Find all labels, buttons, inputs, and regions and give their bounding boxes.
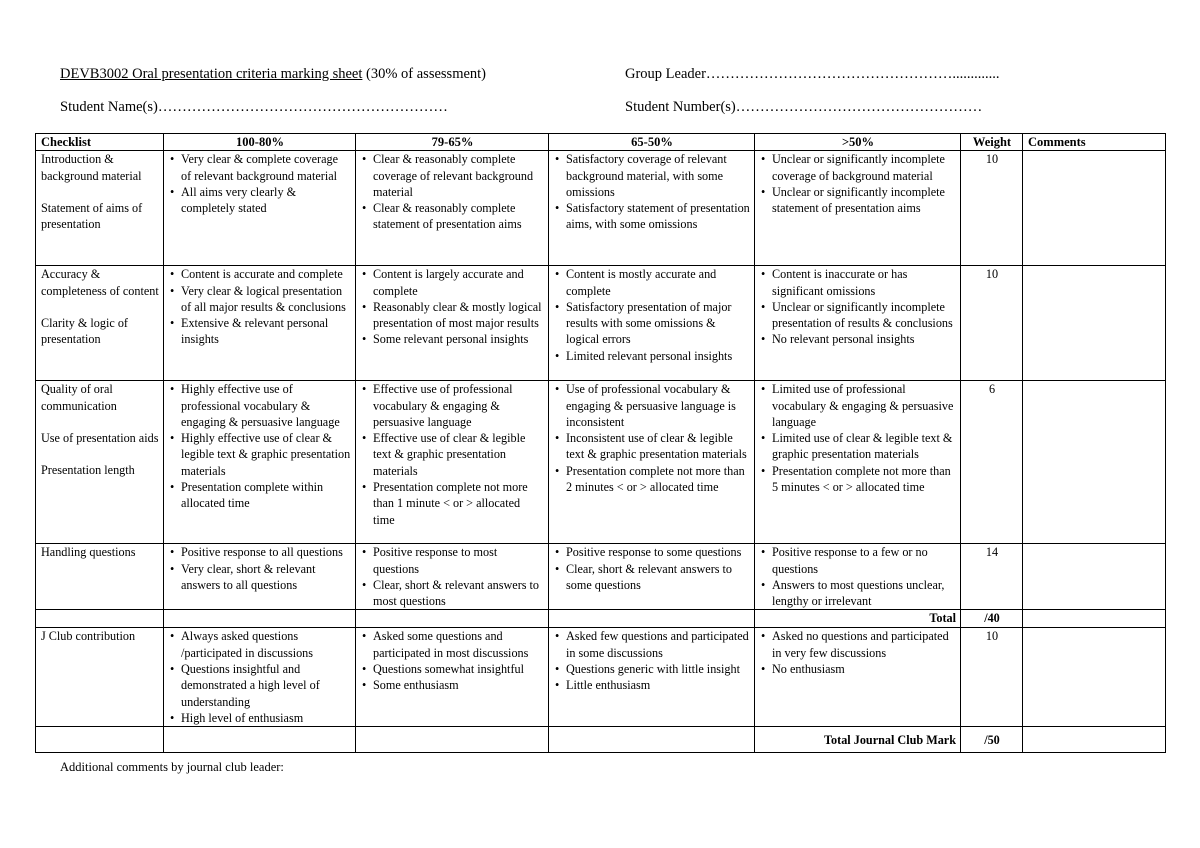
band-cell [356,151,549,266]
list-item: • Content is inaccurate or has significant omissions [760,266,956,299]
grand-total-value: /50 [961,727,1023,753]
band-cell [549,544,755,610]
criteria-label: Clarity & logic of presentation [41,315,128,347]
list-item: • Limited relevant personal insights [554,348,750,364]
criteria-label: Presentation length [41,463,135,478]
list-item: • Presentation complete within allocated time [169,479,351,512]
col-header-weight: Weight [961,134,1023,151]
weight-cell: 10 [961,151,1023,266]
comments-cell[interactable] [1023,381,1166,544]
band-cell [356,628,549,727]
criteria-label: Use of presentation aids [41,430,159,445]
criteria-cell [36,381,164,544]
total-label: Total [755,610,961,628]
list-item: • Answers to most questions unclear, lengthy or irrelevant [760,577,956,610]
criteria-label: Accuracy & completeness of content [41,267,159,298]
total-row [36,610,1166,628]
list-item: • Presentation complete not more than 1 minute < or > allocated time [361,479,544,528]
list-item: • Some relevant personal insights [361,331,544,347]
col-header-band-3: 65-50% [549,134,755,151]
band-cell [755,628,961,727]
header-row [36,134,1166,151]
weight-cell: 14 [961,544,1023,610]
criteria-label: Quality of oral communication [41,382,117,413]
group-leader-field: Group Leader……………………………………………............. [625,66,1000,82]
band-cell [164,628,356,727]
band-cell [356,544,549,610]
list-item: • Asked some questions and participated in most discussions [361,628,544,661]
sheet-title-underlined: DEVB3002 Oral presentation criteria marking sheet [60,66,363,82]
comments-cell[interactable] [1023,151,1166,266]
criteria-cell: J Club contribution [36,628,164,727]
criteria-cell [36,151,164,266]
list-item: • Clear, short & relevant answers to some questions [554,561,750,594]
list-item: • Highly effective use of professional vocabulary & engaging & persuasive language [169,381,351,430]
list-item: • Limited use of clear & legible text & graphic presentation materials [760,430,956,463]
band-cell [755,544,961,610]
list-item: • Unclear or significantly incomplete coverage of background material [760,151,956,184]
criteria-label: Statement of aims of presentation [41,200,143,232]
list-item: • No enthusiasm [760,661,956,677]
list-item: • Little enthusiasm [554,677,750,693]
list-item: • Highly effective use of clear & legible text & graphic presentation materials [169,430,351,479]
list-item: • Clear, short & relevant answers to most questions [361,577,544,610]
band-cell [755,381,961,544]
list-item: • Content is mostly accurate and complete [554,266,750,299]
list-item: • Satisfactory coverage of relevant background material, with some omissions [554,151,750,200]
grand-total-label: Total Journal Club Mark [755,727,961,753]
list-item: • Satisfactory presentation of major results with some omissions & logical errors [554,299,750,348]
band-cell [755,151,961,266]
list-item: • Unclear or significantly incomplete presentation of results & conclusions [760,299,956,332]
criteria-cell [36,266,164,381]
list-item: • Questions generic with little insight [554,661,750,677]
band-cell [164,151,356,266]
comments-cell[interactable] [1023,266,1166,381]
band-cell [549,151,755,266]
table-row [36,544,1166,610]
list-item: • Unclear or significantly incomplete statement of presentation aims [760,184,956,217]
list-item: • Very clear, short & relevant answers to all questions [169,561,351,594]
table-row [36,628,1166,727]
comments-cell[interactable] [1023,544,1166,610]
weight-cell: 6 [961,381,1023,544]
grand-total-row [36,727,1166,753]
band-cell [164,381,356,544]
table-row [36,266,1166,381]
criteria-label: Handling questions [41,545,136,560]
additional-comments-label: Additional comments by journal club leader: [60,760,284,774]
band-cell [755,266,961,381]
list-item: • Questions insightful and demonstrated a high level of understanding [169,661,351,710]
student-numbers-field: Student Number(s)…………………………………………… [625,99,983,115]
list-item: • High level of enthusiasm [169,710,351,726]
list-item: • Reasonably clear & mostly logical presentation of most major results [361,299,544,332]
list-item: • Asked no questions and participated in very few discussions [760,628,956,661]
list-item: • Presentation complete not more than 5 minutes < or > allocated time [760,463,956,496]
band-cell [549,266,755,381]
marking-rubric-table [35,133,1166,753]
list-item: • Content is accurate and complete [169,266,351,282]
col-header-band-2: 79-65% [356,134,549,151]
list-item: • Positive response to a few or no questions [760,544,956,577]
list-item: • Positive response to some questions [554,544,750,560]
band-cell [549,381,755,544]
list-item: • All aims very clearly & completely stated [169,184,351,217]
sheet-title-weight: (30% of assessment) [362,66,487,82]
list-item: • Asked few questions and participated in some discussions [554,628,750,661]
list-item: • Very clear & logical presentation of all major results & conclusions [169,283,351,316]
total-value: /40 [961,610,1023,628]
list-item: • Satisfactory statement of presentation aims, with some omissions [554,200,750,233]
col-header-checklist: Checklist [36,134,164,151]
weight-cell: 10 [961,628,1023,727]
list-item: • Positive response to all questions [169,544,351,560]
band-cell [549,628,755,727]
comments-cell[interactable] [1023,727,1166,753]
list-item: • Always asked questions /participated in discussions [169,628,351,661]
list-item: • Clear & reasonably complete statement of presentation aims [361,200,544,233]
comments-cell[interactable] [1023,628,1166,727]
criteria-cell [36,544,164,610]
list-item: • Inconsistent use of clear & legible text & graphic presentation materials [554,430,750,463]
list-item: • Limited use of professional vocabulary & engaging & persuasive language [760,381,956,430]
col-header-comments: Comments [1023,134,1166,151]
list-item: • Very clear & complete coverage of relevant background material [169,151,351,184]
sheet-title [60,66,486,83]
band-cell [164,544,356,610]
list-item: • No relevant personal insights [760,331,956,347]
list-item: • Effective use of clear & legible text & graphic presentation materials [361,430,544,479]
list-item: • Clear & reasonably complete coverage of relevant background material [361,151,544,200]
criteria-label: Introduction & background material [41,152,142,183]
list-item: • Effective use of professional vocabulary & engaging & persuasive language [361,381,544,430]
table-row [36,151,1166,266]
band-cell [356,266,549,381]
list-item: • Questions somewhat insightful [361,661,544,677]
list-item: • Use of professional vocabulary & engaging & persuasive language is inconsistent [554,381,750,430]
list-item: • Presentation complete not more than 2 minutes < or > allocated time [554,463,750,496]
student-names-field: Student Name(s)…………………………………………………… [60,99,448,115]
band-cell [356,381,549,544]
col-header-band-4: >50% [755,134,961,151]
col-header-band-1: 100-80% [164,134,356,151]
comments-cell[interactable] [1023,610,1166,628]
weight-cell: 10 [961,266,1023,381]
list-item: • Positive response to most questions [361,544,544,577]
list-item: • Content is largely accurate and complete [361,266,544,299]
band-cell [164,266,356,381]
list-item: • Extensive & relevant personal insights [169,315,351,348]
table-row [36,381,1166,544]
list-item: • Some enthusiasm [361,677,544,693]
